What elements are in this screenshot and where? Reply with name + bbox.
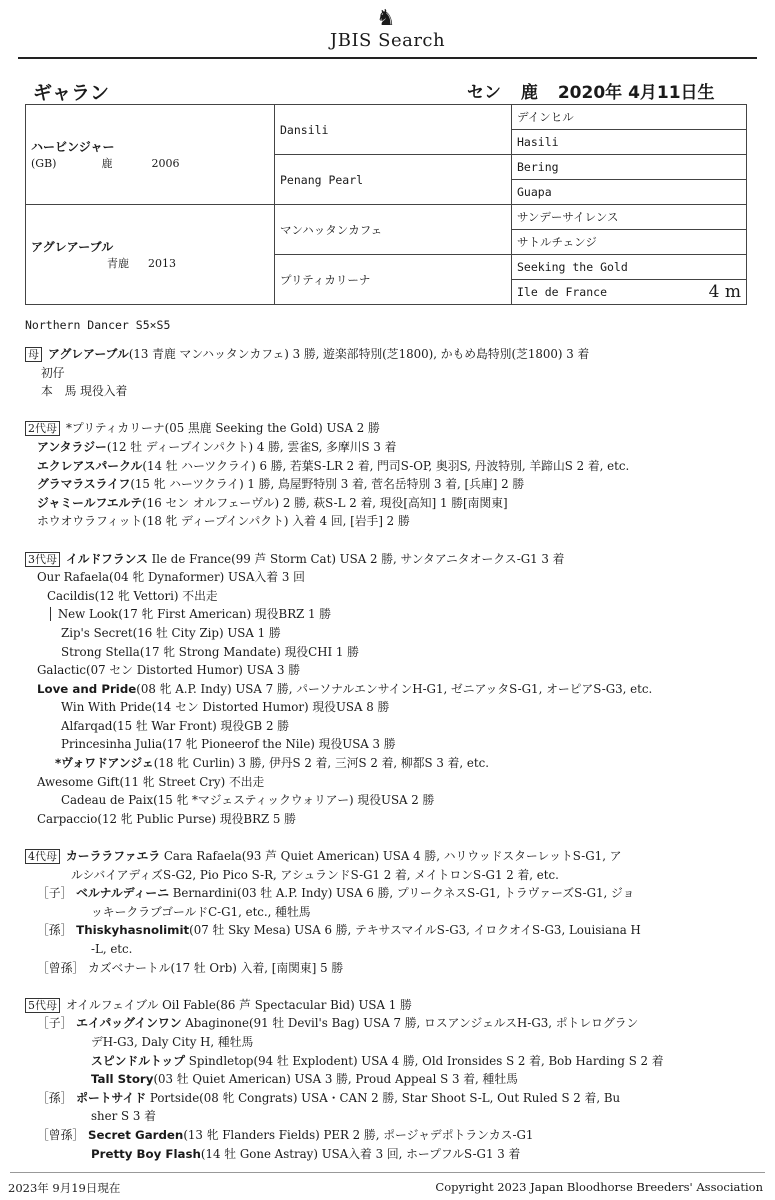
record-text: (07 牡 Sky Mesa) USA 6 勝, テキサスマイルS-G3, イロクオイS-G3, Louisiana H (189, 923, 641, 938)
family-line (25, 791, 725, 810)
dam-name: アグレアーブル (31, 240, 114, 254)
record-text: (15 牝 ハーツクライ) 1 勝, 鳥屋野特別 3 着, 菅名岳特別 3 着, [兵庫] 2 勝 (130, 477, 525, 492)
sire-cell[interactable] (26, 105, 275, 205)
record-text: Ile de France(99 芦 Storm Cat) USA 2 勝, サンタアニタオークス-G1 3 着 (147, 551, 565, 566)
horse-link[interactable]: エクレアスパークル (37, 458, 143, 473)
record-text: Princesinha Julia(17 牝 Pioneerof the Nile) 現役USA 3 勝 (61, 737, 396, 752)
family-line (25, 940, 725, 959)
record-text: (12 牡 ディープインパクト) 4 勝, 雲雀S, 多摩川S 3 着 (106, 439, 397, 454)
family-line (25, 847, 725, 866)
record-text: Alfarqad(15 牡 War Front) 現役GB 2 勝 (61, 718, 290, 733)
sire-dam-cell[interactable]: Penang Pearl (275, 155, 512, 205)
family-line (25, 364, 725, 383)
header-divider (18, 57, 757, 59)
family-line (25, 959, 725, 978)
inbreeding-note: Northern Dancer S5×S5 (25, 318, 171, 332)
horse-sex: セン (467, 83, 501, 103)
dam-dam-dam-name: Ile de France (517, 285, 608, 299)
sire-sire-dam-cell[interactable]: Hasili (512, 130, 747, 155)
horse-info (467, 78, 729, 103)
jbis-logo[interactable] (328, 8, 458, 56)
record-text: オイルフェイブル Oil Fable(86 芦 Spectacular Bid) USA 1 勝 (66, 997, 412, 1012)
section-gap (25, 401, 725, 420)
horse-link[interactable]: スピンドルトップ (91, 1053, 186, 1068)
horse-link[interactable]: ポートサイド (76, 1090, 147, 1105)
record-text: デH-G3, Daly City H, 種牡馬 (91, 1034, 254, 1049)
horse-link[interactable]: アンタラジー (37, 439, 107, 454)
record-text: -L, etc. (91, 942, 133, 956)
horse-link[interactable]: Love and Pride (37, 681, 137, 696)
record-text: Our Rafaela(04 牝 Dynaformer) USA入着 3 回 (37, 570, 305, 585)
family-line (25, 382, 725, 401)
horse-link[interactable]: Secret Garden (87, 1127, 184, 1142)
sire-dam-dam-cell[interactable]: Guapa (512, 180, 747, 205)
family-line (25, 494, 725, 513)
family-line (25, 512, 725, 531)
family-lines (25, 345, 725, 1163)
record-text: (13 青鹿 マンハッタンカフェ) 3 勝, 遊楽部特別(芝1800), かもめ島特別(芝1800) 3 着 (128, 347, 590, 361)
family-line (25, 1033, 725, 1052)
family-line (25, 680, 725, 699)
relation-label: ［子］ (37, 886, 77, 901)
family-line (25, 438, 725, 457)
record-text: Awesome Gift(11 牝 Street Cry) 不出走 (37, 774, 265, 789)
record-text: ッキークラブゴールドC-G1, etc., 種牡馬 (91, 904, 311, 919)
logo-text: JBIS Search (330, 30, 446, 51)
dam-sire-cell[interactable]: マンハッタンカフェ (275, 205, 512, 255)
record-text: Galactic(07 セン Distorted Humor) USA 3 勝 (37, 663, 300, 678)
family-line (25, 773, 725, 792)
record-text: Cadeau de Paix(15 牝 *マジェスティックウォリアー) 現役USA 2 勝 (61, 793, 435, 808)
family-line (25, 1052, 725, 1071)
horse-link[interactable]: イルドフランス (66, 551, 148, 566)
horse-link[interactable]: ベルナルディーニ (76, 886, 169, 901)
footer-divider (10, 1172, 765, 1173)
sire-dam-sire-cell[interactable]: Bering (512, 155, 747, 180)
horse-birthdate: 2020年 4月11日生 (557, 83, 715, 103)
family-line (25, 345, 725, 364)
horse-name: ギャラン (33, 82, 110, 104)
family-line (25, 754, 725, 773)
sire-sire-sire-cell[interactable]: デインヒル (512, 105, 747, 130)
record-text: │ New Look(17 牝 First American) 現役BRZ 1 勝 (47, 607, 332, 622)
sire-sire-cell[interactable]: Dansili (275, 105, 512, 155)
family-number: 4 m (708, 282, 741, 302)
horse-link[interactable]: Tall Story (91, 1072, 154, 1087)
family-line (25, 921, 725, 940)
generation-tag: 5代母 (25, 998, 60, 1013)
family-line (25, 1107, 725, 1126)
record-text: Cacildis(12 牝 Vettori) 不出走 (47, 588, 218, 603)
family-line (25, 735, 725, 754)
family-line (25, 475, 725, 494)
record-text: Zip's Secret(16 牡 City Zip) USA 1 勝 (61, 625, 281, 640)
pedigree-table (25, 104, 747, 305)
record-text: sher S 3 着 (91, 1109, 156, 1124)
record-text: 初仔 (41, 365, 65, 380)
relation-label: ［孫］ (37, 923, 77, 938)
family-line (25, 661, 725, 680)
record-text: (08 牝 A.P. Indy) USA 7 勝, パーソナルエンサインH-G1, ゼニアッタS-G1, オーピアS-G3, etc. (136, 681, 653, 696)
record-text: *プリティカリーナ(05 黒鹿 Seeking the Gold) USA 2 勝 (66, 421, 380, 436)
family-line (25, 419, 725, 438)
record-text: Portside(08 牝 Congrats) USA・CAN 2 勝, Star Shoot S-L, Out Ruled S 2 着, Bu (146, 1090, 621, 1105)
record-text: ［曾孫］ カズベナートル(17 牡 Orb) 入着, [南関東] 5 勝 (37, 960, 344, 975)
family-line (25, 698, 725, 717)
family-line (25, 550, 725, 569)
dam-color: 青鹿 (107, 257, 129, 270)
family-line (25, 1126, 725, 1145)
record-text: Spindletop(94 牡 Explodent) USA 4 勝, Old Ironsides S 2 着, Bob Harding S 2 着 (185, 1053, 664, 1068)
record-text: (13 牝 Flanders Fields) PER 2 勝, ポージャデポトランカス-G1 (183, 1127, 534, 1142)
family-line (25, 866, 725, 885)
horse-link[interactable]: グラマラスライフ (37, 477, 131, 492)
family-line (25, 1145, 725, 1164)
dam-sire-dam-cell[interactable]: サトルチェンジ (512, 230, 747, 255)
record-text: Cara Rafaela(93 芦 Quiet American) USA 4 勝, ハリウッドスターレットS-G1, ア (160, 849, 622, 864)
horse-link[interactable]: Thiskyhasnolimit (76, 923, 190, 938)
record-text: ルシバイアディズS-G2, Pio Pico S-R, アシュランドS-G1 2 着, メイトロンS-G1 2 着, etc. (71, 867, 559, 882)
family-line (25, 605, 725, 624)
horse-logo-icon: ♞ (376, 6, 396, 31)
sire-year: 2006 (151, 157, 180, 170)
record-text: ホウオウラフィット(18 牝 ディープインパクト) 入着 4 回, [岩手] 2 勝 (37, 514, 410, 529)
dam-dam-sire-cell[interactable]: Seeking the Gold (512, 255, 747, 280)
family-line (25, 884, 725, 903)
section-gap (25, 977, 725, 996)
dam-dam-dam-cell[interactable] (512, 280, 747, 305)
family-line (25, 643, 725, 662)
record-text: Carpaccio(12 牝 Public Purse) 現役BRZ 5 勝 (37, 811, 296, 826)
family-line (25, 457, 725, 476)
horse-link[interactable]: Pretty Boy Flash (91, 1146, 201, 1161)
horse-link[interactable]: エイパッグインワン (76, 1016, 182, 1031)
section-gap (25, 531, 725, 550)
sire-name: ハービンジャー (31, 140, 115, 154)
family-line (25, 568, 725, 587)
relation-label: ［孫］ (37, 1090, 77, 1105)
relation-label: ［子］ (37, 1016, 77, 1031)
footer-copyright: Copyright 2023 Japan Bloodhorse Breeders' Association (435, 1180, 763, 1194)
family-line (25, 624, 725, 643)
family-line (25, 1014, 725, 1033)
sire-origin: (GB) (31, 157, 57, 170)
family-line (25, 903, 725, 922)
generation-tag: 3代母 (25, 552, 60, 567)
family-line (25, 587, 725, 606)
sire-color: 鹿 (101, 157, 113, 170)
dam-year: 2013 (148, 257, 176, 270)
family-line (25, 996, 725, 1015)
dam-cell[interactable] (26, 205, 275, 305)
record-text: Abaginone(91 牡 Devil's Bag) USA 7 勝, ロスアンジェルスH-G3, ポトレログラン (181, 1016, 639, 1031)
record-text: (03 牡 Quiet American) USA 3 勝, Proud Appeal S 3 着, 種牡馬 (153, 1072, 518, 1087)
horse-link[interactable]: *ヴォワドアンジェ (55, 756, 154, 771)
generation-tag: 4代母 (25, 849, 60, 864)
record-text: Win With Pride(14 セン Distorted Humor) 現役USA 8 勝 (61, 700, 390, 715)
horse-link[interactable]: ジャミールフエルテ (37, 495, 143, 510)
dam-sire-sire-cell[interactable]: サンデーサイレンス (512, 205, 747, 230)
horse-color: 鹿 (520, 83, 538, 103)
generation-tag: 2代母 (25, 421, 60, 436)
footer-date: 2023年 9月19日現在 (8, 1181, 121, 1195)
record-text: Strong Stella(17 牝 Strong Mandate) 現役CHI 1 勝 (61, 644, 359, 659)
record-text: (18 牝 Curlin) 3 勝, 伊丹S 2 着, 三河S 2 着, 柳都S 3 着, etc. (153, 756, 489, 771)
record-text: (14 牡 Gone Astray) USA入着 3 回, ホープフルS-G1 3 着 (200, 1146, 521, 1161)
family-line (25, 1070, 725, 1089)
relation-label: ［曾孫］ (37, 1127, 88, 1142)
family-line (25, 810, 725, 829)
record-text: 本 馬 現役入着 (41, 384, 128, 399)
record-text: Bernardini(03 牡 A.P. Indy) USA 6 勝, プリークネスS-G1, トラヴァーズS-G1, ジョ (169, 886, 635, 901)
record-text: (14 牡 ハーツクライ) 6 勝, 若葉S-LR 2 着, 門司S-OP, 奥羽S, 丹波特別, 羊蹄山S 2 着, etc. (142, 458, 630, 473)
family-line (25, 1089, 725, 1108)
horse-link[interactable]: アグレアーブル (48, 347, 129, 361)
family-line (25, 717, 725, 736)
dam-dam-cell[interactable]: プリティカリーナ (275, 255, 512, 305)
horse-link[interactable]: カーララファエラ (66, 849, 161, 864)
record-text: (16 セン オルフェーヴル) 2 勝, 萩S-L 2 着, 現役[高知] 1 勝[南関東] (142, 495, 508, 510)
section-gap (25, 828, 725, 847)
generation-tag: 母 (25, 347, 42, 362)
